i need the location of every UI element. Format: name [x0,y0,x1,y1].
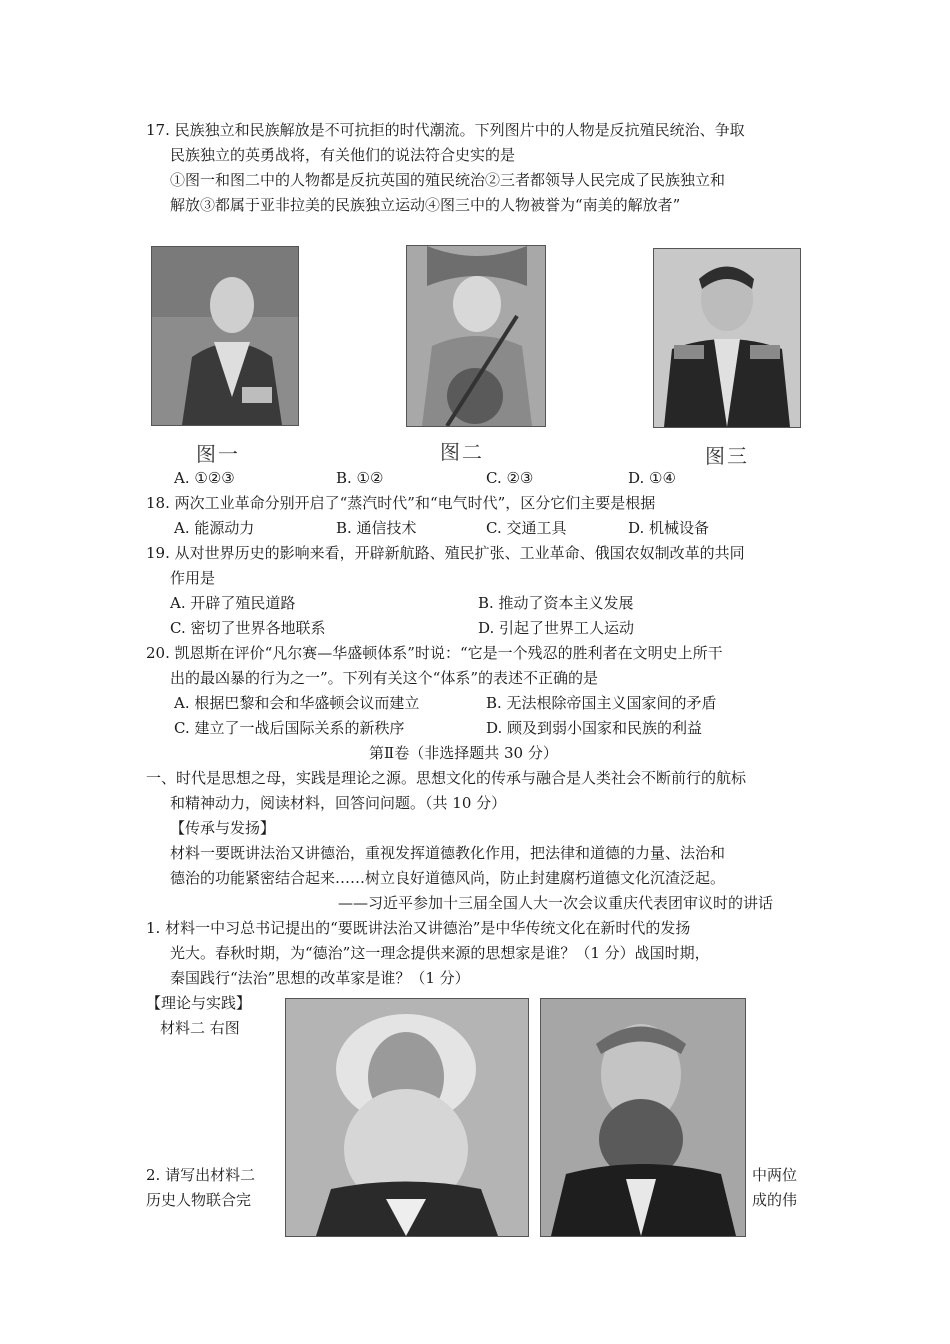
portrait-left [285,998,529,1237]
q18-option-b: B. 通信技术 [336,519,417,537]
q17-line3: ①图一和图二中的人物都是反抗英国的殖民统治②三者都领导人民完成了民族独立和 [170,171,726,189]
q20-line1: 20. 凯恩斯在评价“凡尔赛—华盛顿体系”时说：“它是一个残忍的胜利者在文明史上所干 [146,644,723,662]
q19-line1: 19. 从对世界历史的影响来看，开辟新航路、殖民扩张、工业革命、俄国农奴制改革的共同 [146,544,745,562]
q19-line2: 作用是 [170,569,216,587]
part2-title: 第Ⅱ卷（非选择题共 30 分） [369,744,558,762]
section1-line2: 和精神动力，阅读材料，回答问问题。（共 10 分） [170,794,507,812]
q1-line2: 光大。春秋时期，为“德治”这一理念提供来源的思想家是谁？（1 分）战国时期， [170,944,710,962]
portrait-right [540,998,746,1237]
section1-line1: 一、时代是思想之母，实践是理论之源。思想文化的传承与融合是人类社会不断前行的航标 [146,769,747,787]
material1-line2: 德治的功能紧密结合起来……树立良好道德风尚，防止封建腐朽道德文化沉渣泛起。 [170,869,726,887]
q17-option-c: C. ②③ [486,469,534,487]
q1-line1: 1. 材料一中习总书记提出的“要既讲法治又讲德治”是中华传统文化在新时代的发扬 [146,919,691,937]
q17-line4: 解放③都属于亚非拉美的民族独立运动④图三中的人物被誉为“南美的解放者” [170,196,681,214]
q20-option-c: C. 建立了一战后国际关系的新秩序 [174,719,405,737]
portrait-figure-2 [406,245,546,427]
q18-option-d: D. 机械设备 [628,519,710,537]
q1-line3: 秦国践行“法治”思想的改革家是谁？（1 分） [170,969,470,987]
q17-option-a: A. ①②③ [174,469,235,487]
q19-option-c: C. 密切了世界各地联系 [170,619,326,637]
q18-option-a: A. 能源动力 [174,519,255,537]
q2-left-line1: 2. 请写出材料二 [146,1166,256,1184]
q17-line1: 17. 民族独立和民族解放是不可抗拒的时代潮流。下列图片中的人物是反抗殖民统治、争取 [146,121,745,139]
portrait-figure-1 [151,246,299,426]
caption-figure-2: 图二 [440,440,484,464]
caption-figure-1: 图一 [196,442,240,466]
q19-option-b: B. 推动了资本主义发展 [478,594,634,612]
section1-heading: 【传承与发扬】 [170,819,276,837]
q2-right-line1: 中两位 [752,1166,798,1184]
material2-label: 材料二 右图 [160,1019,240,1037]
q20-line2: 出的最凶暴的行为之一”。下列有关这个“体系”的表述不正确的是 [170,669,599,687]
q2-left-line2: 历史人物联合完 [146,1191,252,1209]
q18-line1: 18. 两次工业革命分别开启了“蒸汽时代”和“电气时代”，区分它们主要是根据 [146,494,656,512]
q17-option-b: B. ①② [336,469,384,487]
q19-option-d: D. 引起了世界工人运动 [478,619,635,637]
material1-source: ——习近平参加十三届全国人大一次会议重庆代表团审议时的讲话 [338,894,774,912]
q17-line2: 民族独立的英勇战将，有关他们的说法符合史实的是 [170,146,516,164]
portrait-figure-3 [653,248,801,428]
section1-heading2: 【理论与实践】 [146,994,252,1012]
q18-option-c: C. 交通工具 [486,519,567,537]
q17-option-d: D. ①④ [628,469,676,487]
q20-option-a: A. 根据巴黎和会和华盛顿会议而建立 [174,694,420,712]
material1-line1: 材料一要既讲法治又讲德治，重视发挥道德教化作用，把法律和道德的力量、法治和 [170,844,726,862]
q2-right-line2: 成的伟 [752,1191,798,1209]
q20-option-d: D. 顾及到弱小国家和民族的利益 [486,719,703,737]
q20-option-b: B. 无法根除帝国主义国家间的矛盾 [486,694,717,712]
q19-option-a: A. 开辟了殖民道路 [170,594,296,612]
caption-figure-3: 图三 [705,444,749,468]
